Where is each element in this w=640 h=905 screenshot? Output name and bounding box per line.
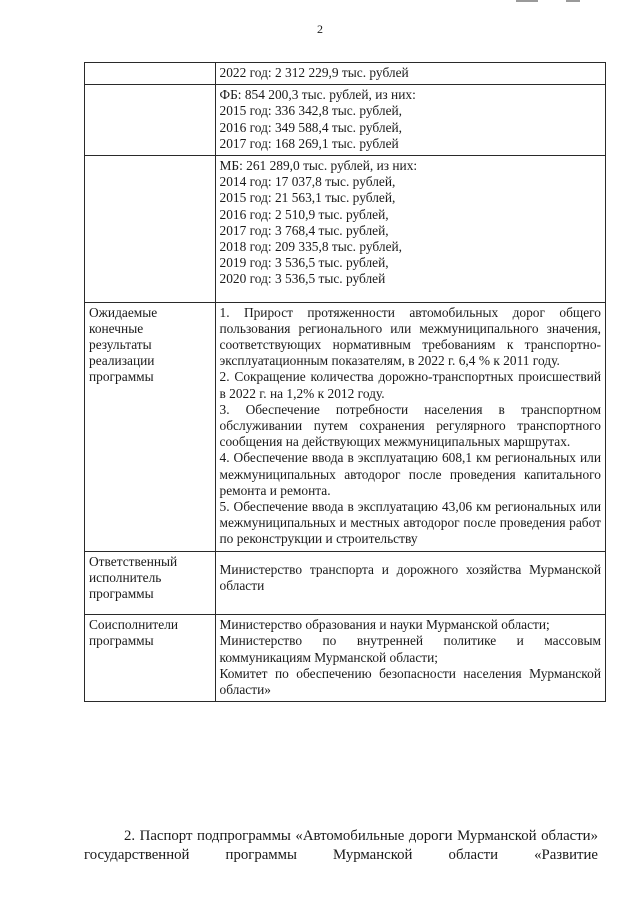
funding-line: 2020 год: 3 536,5 тыс. рублей: [219, 271, 386, 287]
co-executor-item: Министерство образования и науки Мурманской области;: [219, 617, 550, 633]
label-line: программы: [89, 633, 154, 649]
expected-results-label: [85, 302, 216, 551]
page-number: 2: [317, 22, 323, 36]
empty-label-cell: [85, 156, 216, 303]
result-item: 2. Сокращение количества дорожно-транспортных происшествий в 2022 г. на 1,2% к 2012 году.: [219, 369, 601, 401]
empty-label-cell: [85, 85, 216, 156]
paragraph-text: 2. Паспорт подпрограммы «Автомобильные дороги Мурманской области» государственной программы Мурманской области «Развитие: [84, 828, 598, 863]
label-line: конечные: [89, 320, 144, 336]
co-executors-label: [85, 615, 216, 702]
executor-name: Министерство транспорта и дорожного хозяйства Мурманской области: [219, 561, 601, 593]
scan-mark: [566, 0, 580, 2]
responsible-executor-row: [85, 551, 606, 614]
result-item: 3. Обеспечение потребности населения в транспортном обслуживании путем сохранения регулярного транспортного сообщения на действующих межмуниципальных маршрутах.: [219, 401, 601, 450]
funding-row-federal: [85, 85, 606, 156]
empty-label-cell: [85, 63, 216, 85]
funding-row-2022: [85, 63, 606, 85]
co-executors-value: [215, 615, 606, 702]
funding-line: 2015 год: 21 563,1 тыс. рублей,: [219, 190, 396, 206]
funding-line: 2015 год: 336 342,8 тыс. рублей,: [219, 103, 403, 119]
result-item: 1. Прирост протяженности автомобильных дорог общего пользования регионального или межмуниципального значения, соответствующих нормативным требованиям к транспортно-эксплуатационным показателям, в 2022 г. 6,4 % к 2011 году.: [219, 304, 601, 369]
scan-mark: [516, 0, 538, 2]
funding-line: 2016 год: 2 510,9 тыс. рублей,: [219, 206, 389, 222]
responsible-executor-label: [85, 551, 216, 614]
result-item: 5. Обеспечение ввода в эксплуатацию 43,06 км региональных или межмуниципальных и местных автодорог после проведения работ по реконструкции и строительству: [219, 499, 601, 547]
funding-line: 2017 год: 168 269,1 тыс. рублей: [219, 135, 399, 151]
funding-line: 2022 год: 2 312 229,9 тыс. рублей: [219, 65, 409, 80]
program-passport-table: [84, 62, 606, 702]
label-line: Ответственный: [89, 553, 178, 569]
funding-line: 2016 год: 349 588,4 тыс. рублей,: [219, 119, 403, 135]
funding-cell: [215, 156, 606, 303]
funding-line: 2014 год: 17 037,8 тыс. рублей,: [219, 174, 396, 190]
co-executor-item: Комитет по обеспечению безопасности населения Мурманской области»: [219, 665, 601, 697]
co-executors-row: [85, 615, 606, 702]
label-line: реализации: [89, 353, 155, 369]
funding-row-municipal: [85, 156, 606, 303]
funding-line: МБ: 261 289,0 тыс. рублей, из них:: [219, 158, 418, 174]
subprogram-passport-paragraph: [84, 827, 598, 865]
funding-line: 2018 год: 209 335,8 тыс. рублей,: [219, 239, 403, 255]
funding-line: 2019 год: 3 536,5 тыс. рублей,: [219, 255, 389, 271]
result-item: 4. Обеспечение ввода в эксплуатацию 608,1 км региональных или межмуниципальных автодорог после проведения капитального ремонта и ремонта.: [219, 450, 601, 498]
expected-results-row: [85, 302, 606, 551]
funding-cell: [215, 63, 606, 85]
label-line: программы: [89, 369, 154, 385]
label-line: результаты: [89, 337, 152, 353]
responsible-executor-value: [215, 551, 606, 614]
label-line: исполнитель: [89, 569, 162, 585]
expected-results-value: [215, 302, 606, 551]
funding-line: ФБ: 854 200,3 тыс. рублей, из них:: [219, 87, 416, 103]
funding-line: 2017 год: 3 768,4 тыс. рублей,: [219, 222, 389, 238]
label-line: программы: [89, 586, 154, 602]
funding-cell: [215, 85, 606, 156]
label-line: Ожидаемые: [89, 304, 158, 320]
co-executor-item: Министерство по внутренней политике и массовым коммуникациям Мурманской области;: [219, 633, 601, 665]
label-line: Соисполнители: [89, 617, 179, 633]
